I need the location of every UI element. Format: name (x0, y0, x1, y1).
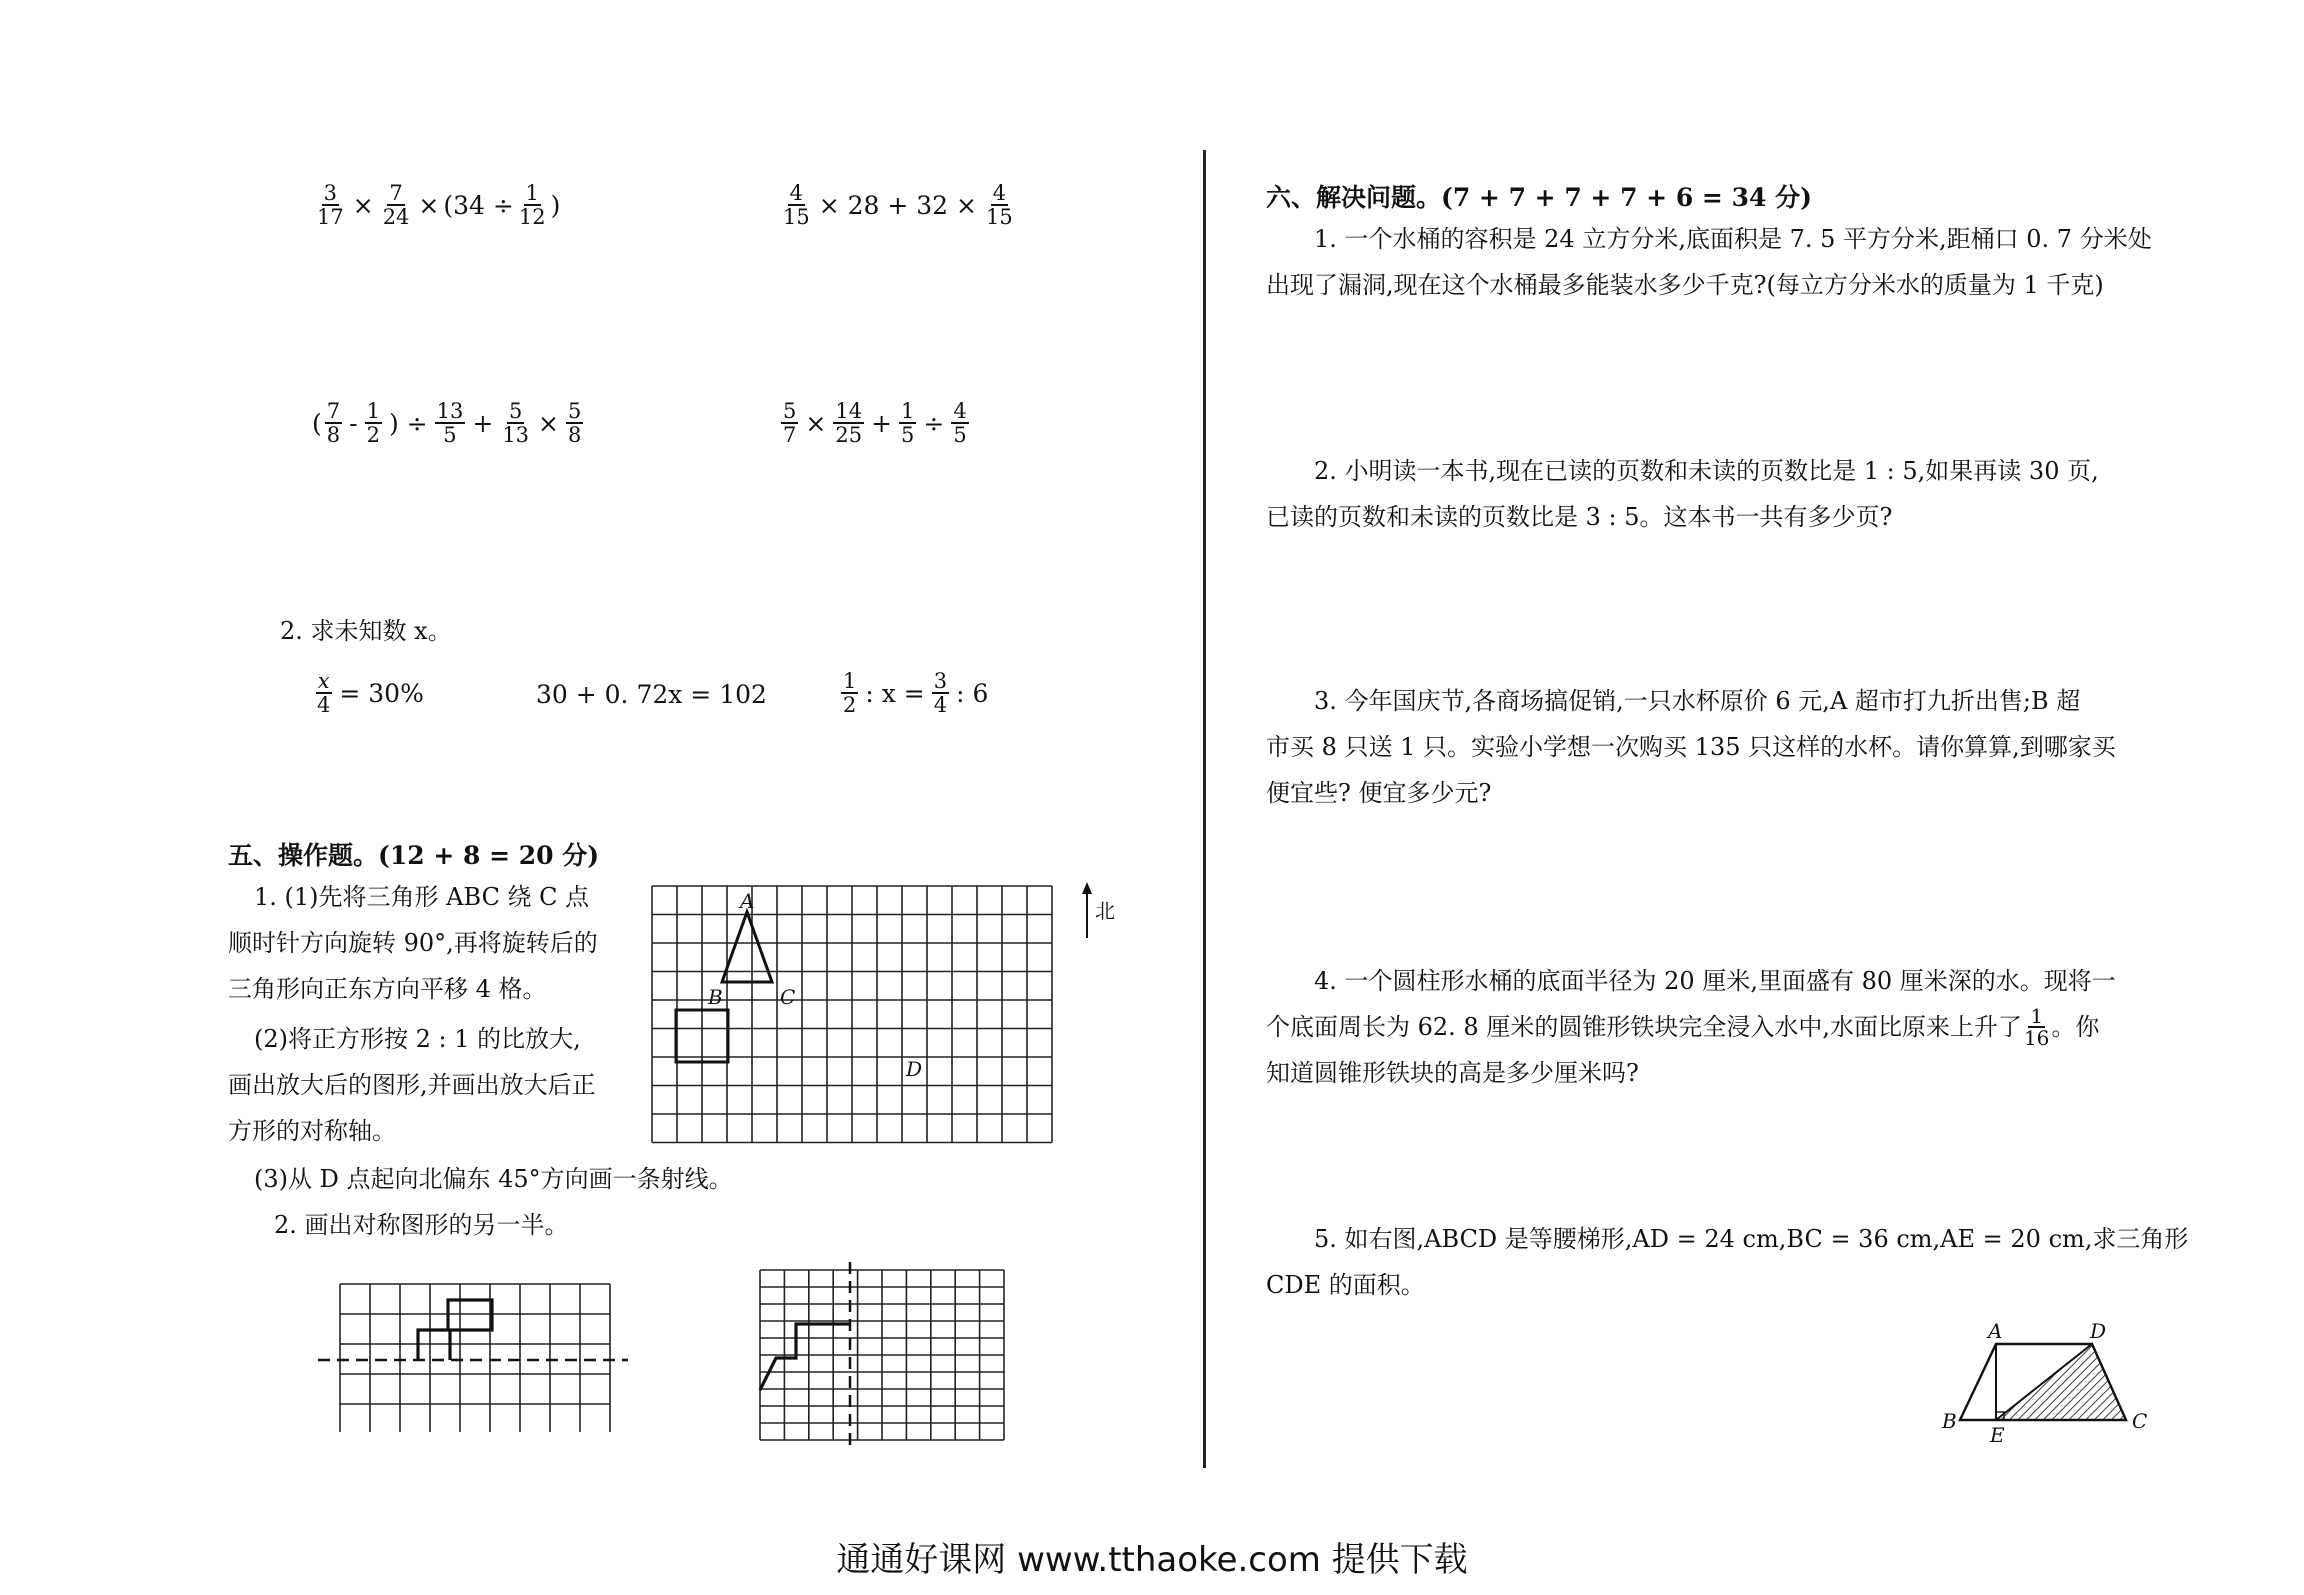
section5-q2: 2. 画出对称图形的另一半。 (274, 1211, 569, 1239)
section5-heading: 五、操作题。(12 + 8 = 20 分) (228, 841, 600, 870)
trap-label-b: B (1942, 1409, 1957, 1433)
section5-q1-1: 1. (1)先将三角形 ABC 绕 C 点 顺时针方向旋转 90°,再将旋转后的 三角形向正东方向平移 4 格。 (228, 883, 598, 1003)
trap-label-a: A (1988, 1319, 2003, 1343)
section6-q3: 3. 今年国庆节,各商场搞促销,一只水杯原价 6 元,A 超市打九折出售;B 超 市买 8 只送 1 只。实验小学想一次购买 135 只这样的水杯。请你算算,到哪家买 便宜些? 便宜多少元? (1266, 687, 2116, 807)
trap-label-d: D (2090, 1319, 2107, 1343)
section6-q2: 2. 小明读一本书,现在已读的页数和未读的页数比是 1 : 5,如果再读 30 页, 已读的页数和未读的页数比是 3 : 5。这本书一共有多少页? (1266, 457, 2099, 531)
north-label: 北 (1095, 899, 1115, 923)
operation-grid-figure (650, 880, 1090, 1150)
section5-q1-2: (2)将正方形按 2 : 1 的比放大, 画出放大后的图形,并画出放大后正 方形的对称轴。 (228, 1025, 596, 1145)
unknown-title: 2. 求未知数 x。 (280, 617, 452, 645)
north-arrow (1075, 880, 1145, 940)
calc-expression-1: $\frac{3}{17}$ × $\frac{7}{24}$ × (34 ÷ $\frac{1}{12}$ ) (317, 181, 561, 229)
q4-fraction: $\frac{1}{16}$ (2023, 1004, 2050, 1050)
symmetry-shape-2 (760, 1324, 850, 1390)
unknown-equation-3: $\frac{1}{2}$ : x = $\frac{3}{4}$ : 6 (843, 669, 989, 717)
unknown-equation-2: 30 + 0. 72x = 102 (536, 680, 767, 709)
trapezoid-figure (1926, 1316, 2166, 1446)
unknown-equation-1: $\frac{x}{4}$ = 30% (317, 669, 424, 717)
section5-q1-3: (3)从 D 点起向北偏东 45°方向画一条射线。 (254, 1165, 733, 1193)
section6-q4: 4. 一个圆柱形水桶的底面半径为 20 厘米,里面盛有 80 厘米深的水。现将一 个底面周长为 62. 8 厘米的圆锥形铁块完全浸入水中,水面比原来上升了 $\frac{1}{16}$ 。你 知道圆锥形铁块的高是多少厘米吗? (1266, 967, 2116, 1087)
section6-q1: 1. 一个水桶的容积是 24 立方分米,底面积是 7. 5 平方分米,距桶口 0. 7 分米处 出现了漏洞,现在这个水桶最多能装水多少千克?(每立方分米水的质量为 1 千克) (1266, 225, 2152, 299)
section6-heading: 六、解决问题。(7 + 7 + 7 + 7 + 6 = 34 分) (1266, 183, 1812, 212)
symmetry-grid-2 (758, 1262, 1014, 1452)
trap-label-c: C (2132, 1409, 2148, 1433)
label-d: D (906, 1057, 923, 1081)
calc-expression-3: ( $\frac{7}{8}$ - $\frac{1}{2}$ ) ÷ $\frac{13}{5}$ + $\frac{5}{13}$ × $\frac{5}{8}$ (312, 399, 582, 447)
calc-expression-4: $\frac{5}{7}$ × $\frac{14}{25}$ + $\frac{1}{5}$ ÷ $\frac{4}{5}$ (783, 399, 967, 447)
symmetry-shape-1 (418, 1300, 492, 1360)
label-b: B (708, 985, 723, 1009)
calc-expression-2: $\frac{4}{15}$ × 28 + 32 × $\frac{4}{15}$ (783, 181, 1013, 229)
page-divider (1203, 150, 1206, 1468)
operation-grid (652, 886, 1052, 1143)
symmetry-grid-1 (318, 1272, 628, 1432)
label-c: C (780, 985, 796, 1009)
shaded-triangle-cde (1996, 1344, 2126, 1420)
label-a: A (740, 889, 755, 913)
trap-label-e: E (1990, 1423, 2005, 1446)
section6-q5: 5. 如右图,ABCD 是等腰梯形,AD = 24 cm,BC = 36 cm,AE = 20 cm,求三角形 CDE 的面积。 (1266, 1225, 2189, 1299)
footer-watermark: 通通好课网 www.tthaoke.com 提供下载 (836, 1540, 1468, 1580)
